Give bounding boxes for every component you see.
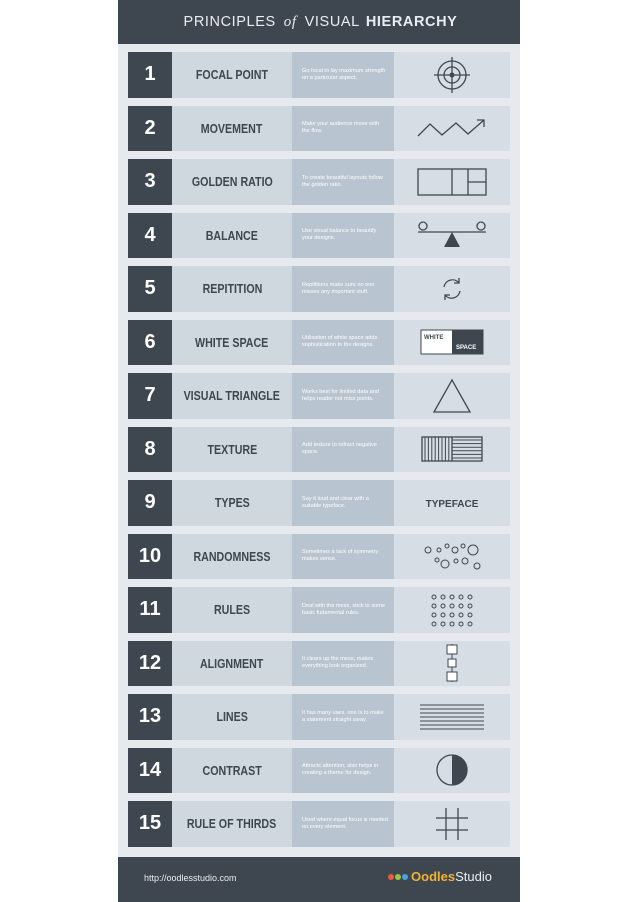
principle-number: 5: [128, 266, 172, 312]
principle-row: [128, 801, 510, 847]
logo-dot-icon: [388, 874, 394, 880]
principle-description-text: Attracts attention, also helps in creating a theme for design.: [302, 763, 379, 777]
white-label: WHITE: [424, 335, 444, 342]
principle-description-text: It has many uses, one is to make a statement straight away.: [302, 709, 384, 723]
principle-name-text: WHITE SPACE: [195, 334, 269, 350]
principle-description: [292, 52, 394, 98]
principle-name: [172, 587, 292, 633]
principle-name-text: MOVEMENT: [201, 120, 263, 136]
principle-number: 8: [128, 427, 172, 473]
principle-name-text: RULES: [213, 602, 251, 618]
seesaw-icon: [394, 213, 510, 259]
principle-description-text: Go focal to lay maximum strength on a particular aspect.: [302, 67, 386, 81]
logo-dot-icon: [402, 874, 408, 880]
principle-row: [128, 587, 510, 633]
principle-description: [292, 801, 394, 847]
principle-number: 11: [128, 587, 172, 633]
principle-row: [128, 266, 510, 312]
golden-ratio-icon: [394, 159, 510, 205]
principle-name: [172, 748, 292, 794]
principle-row: [128, 320, 510, 366]
principle-name-text: FOCAL POINT: [195, 67, 269, 83]
principle-description-text: Works best for limited data and helps reader not miss points.: [302, 388, 380, 402]
principle-name-text: ALIGNMENT: [200, 655, 264, 671]
principles-list: [128, 52, 510, 855]
principle-name-text: CONTRAST: [202, 762, 262, 778]
principle-description: [292, 427, 394, 473]
principle-name: [172, 320, 292, 366]
principle-description: [292, 106, 394, 152]
principle-description: [292, 159, 394, 205]
principle-description: [292, 373, 394, 419]
random-circles-icon: [394, 534, 510, 580]
principle-number: 4: [128, 213, 172, 259]
principle-row: [128, 106, 510, 152]
principle-number: 10: [128, 534, 172, 580]
principle-row: [128, 641, 510, 687]
principle-number: 2: [128, 106, 172, 152]
principle-name: [172, 694, 292, 740]
white-space-icon: [394, 320, 510, 366]
space-label: SPACE: [456, 345, 477, 352]
principle-description: [292, 213, 394, 259]
infographic-footer: [118, 857, 520, 902]
principle-name: [172, 266, 292, 312]
refresh-icon: [394, 266, 510, 312]
principle-name: [172, 106, 292, 152]
principle-name-text: RULE OF THIRDS: [187, 816, 277, 832]
principle-description-text: It clears up the mess, makes everything look organized.: [302, 656, 374, 670]
principle-description: [292, 320, 394, 366]
principle-name: [172, 52, 292, 98]
principle-name: [172, 373, 292, 419]
principle-row: [128, 373, 510, 419]
zigzag-arrow-icon: [394, 106, 510, 152]
principle-description: [292, 587, 394, 633]
principle-description-text: Utilisation of white space adds sophistication to the designs.: [302, 335, 378, 349]
half-circle-icon: [394, 748, 510, 794]
principle-name-text: TEXTURE: [207, 441, 257, 457]
principle-number: 1: [128, 52, 172, 98]
principle-description-text: Deal with the mess, stick to some basic fudamental rules.: [302, 602, 386, 616]
logo-text-oodles: Oodles: [411, 869, 456, 884]
principle-description: [292, 641, 394, 687]
principle-description: [292, 534, 394, 580]
principle-name: [172, 159, 292, 205]
principle-number: 14: [128, 748, 172, 794]
logo-dot-icon: [395, 874, 401, 880]
principle-name: [172, 534, 292, 580]
lines-icon: [394, 694, 510, 740]
principle-row: [128, 480, 510, 526]
principle-number: 3: [128, 159, 172, 205]
infographic-poster: [118, 0, 520, 902]
principle-row: [128, 52, 510, 98]
principle-number: 6: [128, 320, 172, 366]
principle-description: [292, 480, 394, 526]
principle-name: [172, 641, 292, 687]
principle-number: 13: [128, 694, 172, 740]
principle-description: [292, 694, 394, 740]
principle-row: [128, 694, 510, 740]
target-icon: [394, 52, 510, 98]
typeface-icon: [394, 480, 510, 526]
principle-description-text: Make your audience move with the flow.: [302, 121, 380, 135]
principle-description-text: Use visual balance to beautify your designs.: [302, 228, 377, 242]
principle-description-text: Repititions make sure no one misses any important stuff.: [302, 281, 375, 295]
principle-row: [128, 159, 510, 205]
texture-icon: [394, 427, 510, 473]
principle-description-text: To create beautiful layouts follow the golden ratio.: [302, 174, 383, 188]
principle-description-text: Say it loud and clear with a suitable typeface.: [302, 495, 369, 509]
principle-name-text: LINES: [216, 709, 248, 725]
triangle-icon: [394, 373, 510, 419]
principle-description-text: Sometimes a lack of symmetry makes sense.: [302, 549, 379, 563]
principle-name-text: REPITITION: [202, 281, 262, 297]
principle-name-text: GOLDEN RATIO: [191, 174, 273, 190]
principle-name: [172, 427, 292, 473]
principle-number: 7: [128, 373, 172, 419]
oodles-studio-logo: [388, 869, 492, 884]
principle-description-text: Add texture to refract negative space.: [302, 442, 377, 456]
title-word-visual: VISUAL: [304, 14, 360, 30]
logo-text-studio: Studio: [455, 869, 492, 884]
principle-name: [172, 801, 292, 847]
principle-row: [128, 748, 510, 794]
principle-name-text: BALANCE: [205, 227, 259, 243]
principle-row: [128, 213, 510, 259]
thirds-grid-icon: [394, 801, 510, 847]
principle-row: [128, 534, 510, 580]
principle-number: 12: [128, 641, 172, 687]
title-word-of: of: [283, 13, 297, 30]
principle-name-text: RANDOMNESS: [193, 548, 271, 564]
dot-grid-icon: [394, 587, 510, 633]
principle-row: [128, 427, 510, 473]
principle-name: [172, 213, 292, 259]
title-word-principles: PRINCIPLES: [183, 14, 276, 30]
footer-url[interactable]: http://oodlesstudio.com: [144, 873, 237, 883]
principle-description-text: Used where equal focus is needed on every element.: [302, 816, 388, 830]
principle-name-text: VISUAL TRIANGLE: [183, 388, 281, 404]
typeface-label: TYPEFACE: [425, 498, 479, 510]
principle-name-text: TYPES: [214, 495, 250, 511]
principle-name: [172, 480, 292, 526]
principle-number: 9: [128, 480, 172, 526]
alignment-icon: [394, 641, 510, 687]
principle-number: 15: [128, 801, 172, 847]
title-word-hierarchy: HIERARCHY: [365, 14, 458, 30]
principle-description: [292, 266, 394, 312]
principle-description: [292, 748, 394, 794]
infographic-header: [118, 0, 520, 44]
